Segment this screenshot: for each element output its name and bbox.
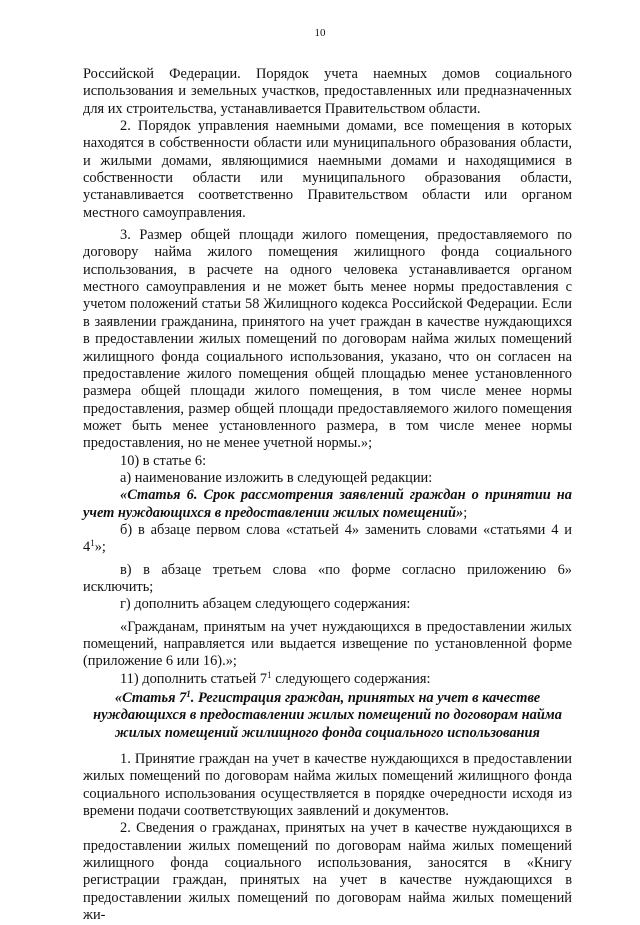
article-6-heading-line [83, 487, 572, 522]
paragraph-art7-clause-2: 2. Сведения о гражданах, принятых на учет в качестве нуждающихся в предоставлении жилых помещений по договорам найма жилых помещений жилищного фонда социального использования, заносятся в «Книгу регистрации граждан, принятых на учет в качестве нуждающихся в предоставлении жилых помещений по договорам найма жилых помещений жи- [83, 820, 572, 924]
article-7-heading-prefix: «Статья 7 [114, 690, 187, 707]
paragraph-item-a: а) наименование изложить в следующей редакции: [120, 469, 433, 486]
article-7-heading-rest: . Регистрация граждан, принятых на учет в качестве нуждающихся в предоставлении жилых помещений по договорам найма жилых помещений жилищного фонда социального использования [93, 690, 562, 741]
page-number: 10 [314, 27, 326, 39]
paragraph-continuation: Российской Федерации. Порядок учета наемных домов социального использования и земельных участков, предоставленных или предназначенных для их строительства, устанавливается Правительством области. [83, 66, 572, 117]
superscript-1: 1 [267, 669, 272, 680]
body-text [83, 66, 572, 925]
item-11-text: 11) дополнить статьей 7 [120, 670, 268, 687]
item-b-text: б) в абзаце первом слова «статьей 4» заменить словами «статьями 4 и 4 [83, 521, 572, 556]
paragraph-item-g: г) дополнить абзацем следующего содержания: [120, 596, 411, 613]
paragraph-clause-3: 3. Размер общей площади жилого помещения, предоставляемого по договору найма жилого помещения жилищного фонда социального использования, в расчете на одного человека устанавливается органом местного самоуправления и не может быть менее нормы предоставления с учетом положений статьи 58 Жилищного кодекса Российской Федерации. Если в заявлении гражданина, принятого на учет граждан в качестве нуждающихся в предоставлении жилых помещений по договорам найма жилых помещений жилищного фонда социального использования, указано, что он согласен на предоставление жилого помещения общей площадью менее установленного размера общей площади жилого помещения, в том числе менее нормы предоставления, размер общей площади предоставляемого жилого помещения может быть менее установленного размера, в том числе менее нормы предоставления, но не менее учетной нормы.»; [83, 227, 572, 452]
superscript-1: 1 [90, 538, 95, 549]
paragraph-item-v: в) в абзаце третьем слова «по форме согласно приложению 6» исключить; [83, 561, 572, 595]
item-11-tail: следующего содержания: [271, 670, 431, 687]
article-6-heading-tail: ; [463, 504, 468, 521]
paragraph-art7-clause-1: 1. Принятие граждан на учет в качестве нуждающихся в предоставлении жилых помещений по договорам найма жилых помещений жилищного фонда социального использования осуществляется в порядке очередности исходя из времени подачи соответствующих заявлений и документов. [83, 751, 572, 820]
paragraph-clause-2: 2. Порядок управления наемными домами, все помещения в которых находятся в собственности области или муниципального образования области, и жилыми домами, являющимися наемными домами и находящимися в собственности области или муниципального образования области, устанавливается соответственно Правительством области или органом местного самоуправления. [83, 118, 572, 221]
item-b-tail: »; [94, 539, 106, 556]
article-6-heading: «Статья 6. Срок рассмотрения заявлений граждан о принятии на учет нуждающихся в предоставлении жилых помещений» [83, 487, 572, 521]
article-7-heading-sup: 1 [186, 689, 191, 700]
paragraph-item-11 [83, 671, 572, 688]
article-7-heading [83, 690, 572, 742]
paragraph-item-b [83, 522, 572, 557]
paragraph-quote: «Гражданам, принятым на учет нуждающихся в предоставлении жилых помещений, направляется или выдается извещение по установленной форме (приложение 6 или 16).»; [83, 618, 572, 670]
paragraph-item-10: 10) в статье 6: [120, 452, 207, 469]
